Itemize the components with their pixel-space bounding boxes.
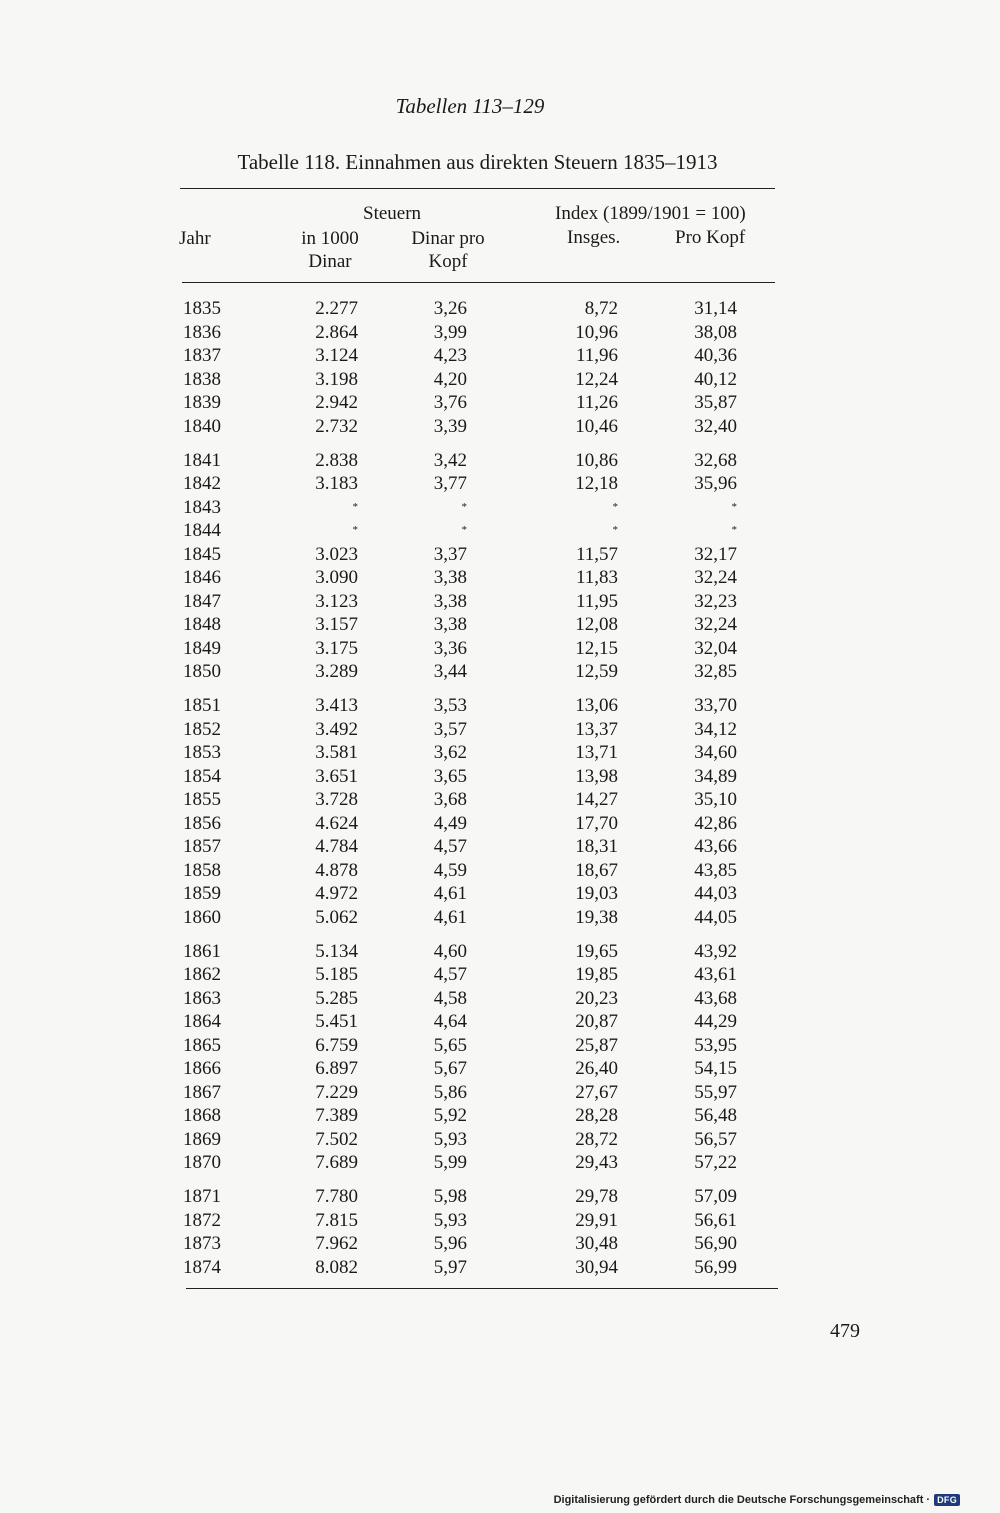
tax-cell: 7.780 (315, 1186, 358, 1207)
index-total-cell: 11,96 (575, 345, 618, 366)
index-per-capita-cell: 32,85 (694, 661, 737, 682)
tax-cell: 2.732 (315, 415, 358, 437)
index-per-capita-cell: * (731, 524, 737, 536)
tax-cell: * (352, 500, 358, 513)
index-total-cell: 19,65 (575, 940, 618, 962)
index-per-capita-cell: 55,97 (694, 1081, 737, 1103)
per-capita-cell: 3,68 (433, 789, 467, 810)
index-total-cell: 11,95 (575, 590, 618, 612)
year-cell: 1873 (183, 1233, 221, 1254)
per-capita-cell: 3,76 (433, 392, 467, 413)
tax-cell: 3.124 (315, 345, 358, 366)
per-capita-cell: 3,53 (433, 695, 467, 716)
year-cell: 1845 (183, 543, 221, 565)
per-capita-cell: 4,58 (433, 987, 467, 1009)
tax-cell: 3.175 (315, 637, 358, 659)
header-steuern: Steuern (363, 203, 422, 224)
year-cell: 1865 (183, 1034, 221, 1056)
index-total-cell: 20,87 (575, 1011, 618, 1032)
index-total-cell: 13,98 (575, 765, 618, 787)
header-index: Index (1899/1901 = 100) (555, 203, 746, 224)
tax-cell: 3.023 (315, 543, 358, 565)
index-per-capita-cell: 44,05 (694, 906, 737, 928)
year-cell: 1866 (183, 1058, 221, 1079)
footer-note (554, 1494, 960, 1506)
per-capita-cell: 4,61 (433, 906, 467, 928)
year-cell: 1864 (183, 1011, 221, 1032)
per-capita-cell: 3,38 (433, 567, 467, 588)
tax-cell: * (352, 524, 358, 536)
table-row (182, 694, 777, 718)
table-row (182, 859, 777, 883)
per-capita-cell: 5,86 (433, 1081, 467, 1103)
index-per-capita-cell: 32,17 (694, 543, 737, 565)
per-capita-cell: 3,36 (433, 637, 467, 659)
year-cell: 1854 (183, 765, 221, 787)
per-capita-cell: 5,93 (433, 1209, 467, 1231)
per-capita-cell: 5,67 (433, 1058, 467, 1079)
per-capita-cell: 4,57 (433, 964, 467, 985)
tax-cell: 7.689 (315, 1152, 358, 1173)
table-row (182, 1057, 777, 1081)
index-total-cell: 12,24 (575, 368, 618, 390)
year-cell: 1838 (183, 368, 221, 390)
index-total-cell: 18,67 (575, 859, 618, 881)
header-dinarpro-line1: Dinar pro (411, 228, 485, 249)
table-row (182, 718, 777, 742)
index-per-capita-cell: 57,22 (694, 1152, 737, 1173)
year-cell: 1847 (183, 590, 221, 612)
index-per-capita-cell: 32,40 (694, 415, 737, 437)
year-cell: 1840 (183, 415, 221, 437)
table-row (182, 1256, 777, 1280)
table-row (182, 472, 777, 496)
per-capita-cell: 4,60 (433, 940, 467, 962)
index-per-capita-cell: 32,23 (694, 590, 737, 612)
year-cell: 1870 (183, 1152, 221, 1173)
table-row (182, 1010, 777, 1034)
year-cell: 1874 (183, 1256, 221, 1278)
index-per-capita-cell: 44,03 (694, 883, 737, 904)
tax-cell: 4.878 (315, 859, 358, 881)
table-header-rule (182, 282, 775, 283)
table-row (182, 1151, 777, 1175)
per-capita-cell: 4,57 (433, 836, 467, 857)
tax-cell: 3.183 (315, 473, 358, 494)
index-per-capita-cell: 32,24 (694, 567, 737, 588)
table-row (182, 1104, 777, 1128)
per-capita-cell: 4,49 (433, 812, 467, 834)
index-total-cell: 19,85 (575, 964, 618, 985)
tax-cell: 4.784 (315, 836, 358, 857)
index-per-capita-cell: 33,70 (694, 695, 737, 716)
index-per-capita-cell: 35,96 (694, 473, 737, 494)
table-row (182, 496, 777, 520)
index-total-cell: 20,23 (575, 987, 618, 1009)
page-number: 479 (830, 1320, 860, 1342)
tax-cell: 5.134 (315, 940, 358, 962)
index-per-capita-cell: 32,24 (694, 614, 737, 635)
per-capita-cell: 3,44 (433, 661, 467, 682)
per-capita-cell: 4,64 (433, 1011, 467, 1032)
table-row (182, 765, 777, 789)
per-capita-cell: 4,59 (433, 859, 467, 881)
per-capita-cell: 3,38 (433, 614, 467, 635)
tax-cell: 5.185 (315, 964, 358, 985)
table-row (182, 637, 777, 661)
table-row (182, 566, 777, 590)
index-total-cell: 19,38 (575, 906, 618, 928)
index-per-capita-cell: 38,08 (694, 321, 737, 343)
index-per-capita-cell: 32,04 (694, 637, 737, 659)
tax-cell: 5.285 (315, 987, 358, 1009)
per-capita-cell: 4,61 (433, 883, 467, 904)
index-total-cell: 26,40 (575, 1058, 618, 1079)
table-row (182, 613, 777, 637)
tax-cell: 6.759 (315, 1034, 358, 1056)
index-total-cell: 18,31 (575, 836, 618, 857)
year-cell: 1861 (183, 940, 221, 962)
index-total-cell: 19,03 (575, 883, 618, 904)
index-per-capita-cell: 56,48 (694, 1105, 737, 1126)
per-capita-cell: * (461, 524, 467, 536)
tax-cell: 2.864 (315, 321, 358, 343)
year-cell: 1850 (183, 661, 221, 682)
header-in1000-line1: in 1000 (301, 228, 359, 249)
index-per-capita-cell: 40,12 (694, 368, 737, 390)
index-per-capita-cell: 56,99 (694, 1256, 737, 1278)
per-capita-cell: 3,39 (433, 415, 467, 437)
index-per-capita-cell: 34,12 (694, 718, 737, 740)
table-row (182, 882, 777, 906)
tax-cell: 7.502 (315, 1128, 358, 1150)
index-total-cell: 28,72 (575, 1128, 618, 1150)
index-per-capita-cell: 34,60 (694, 742, 737, 763)
year-cell: 1862 (183, 964, 221, 985)
index-per-capita-cell: 53,95 (694, 1034, 737, 1056)
index-total-cell: 30,48 (575, 1233, 618, 1254)
index-total-cell: 11,57 (575, 543, 618, 565)
index-total-cell: 12,59 (575, 661, 618, 682)
header-insges: Insges. (567, 227, 621, 248)
index-per-capita-cell: 35,10 (694, 789, 737, 810)
year-cell: 1871 (183, 1186, 221, 1207)
tax-cell: 3.090 (315, 567, 358, 588)
year-cell: 1856 (183, 812, 221, 834)
year-cell: 1868 (183, 1105, 221, 1126)
index-per-capita-cell: 43,92 (694, 940, 737, 962)
table-row (182, 660, 777, 684)
per-capita-cell: 3,57 (433, 718, 467, 740)
table-bottom-rule (186, 1288, 778, 1289)
index-total-cell: 25,87 (575, 1034, 618, 1056)
year-cell: 1839 (183, 392, 221, 413)
header-prokopf: Pro Kopf (675, 227, 746, 248)
table-row (182, 1128, 777, 1152)
index-per-capita-cell: 35,87 (694, 392, 737, 413)
table-row (182, 940, 777, 964)
year-cell: 1846 (183, 567, 221, 588)
index-per-capita-cell: 56,90 (694, 1233, 737, 1254)
tax-cell: 4.624 (315, 812, 358, 834)
table-row (182, 415, 777, 439)
tax-cell: 3.581 (315, 742, 358, 763)
year-cell: 1858 (183, 859, 221, 881)
table-row (182, 519, 777, 543)
table-row (182, 1034, 777, 1058)
index-per-capita-cell: 44,29 (694, 1011, 737, 1032)
per-capita-cell: 3,37 (433, 543, 467, 565)
per-capita-cell: 5,96 (433, 1233, 467, 1254)
tax-cell: 4.972 (315, 883, 358, 904)
index-total-cell: 17,70 (575, 812, 618, 834)
year-cell: 1857 (183, 836, 221, 857)
tax-cell: 3.492 (315, 718, 358, 740)
table-body (182, 297, 777, 1279)
index-total-cell: 29,91 (575, 1209, 618, 1231)
index-total-cell: 8,72 (584, 298, 618, 319)
year-cell: 1872 (183, 1209, 221, 1231)
index-per-capita-cell: 43,66 (694, 836, 737, 857)
table-row (182, 963, 777, 987)
index-total-cell: 13,37 (575, 718, 618, 740)
index-total-cell: 12,15 (575, 637, 618, 659)
per-capita-cell: 3,99 (433, 321, 467, 343)
tax-cell: 3.289 (315, 661, 358, 682)
tax-cell: 6.897 (315, 1058, 358, 1079)
per-capita-cell: 5,65 (433, 1034, 467, 1056)
table-row (182, 344, 777, 368)
table-top-rule (180, 188, 775, 189)
header-dinarpro-line2: Kopf (428, 251, 468, 272)
per-capita-cell: 4,20 (433, 368, 467, 390)
per-capita-cell: * (461, 500, 467, 513)
per-capita-cell: 3,42 (433, 449, 467, 471)
per-capita-cell: 3,77 (433, 473, 467, 494)
table-row (182, 741, 777, 765)
per-capita-cell: 3,26 (433, 298, 467, 319)
index-per-capita-cell: 40,36 (694, 345, 737, 366)
tax-cell: 3.157 (315, 614, 358, 635)
tax-cell: 3.123 (315, 590, 358, 612)
year-cell: 1836 (183, 321, 221, 343)
year-cell: 1859 (183, 883, 221, 904)
year-cell: 1837 (183, 345, 221, 366)
table-row (182, 321, 777, 345)
per-capita-cell: 4,23 (433, 345, 467, 366)
index-per-capita-cell: 43,85 (694, 859, 737, 881)
table-title: Tabelle 118. Einnahmen aus direkten Steuern 1835–1913 (237, 150, 718, 174)
tax-cell: 3.413 (315, 695, 358, 716)
index-total-cell: 10,86 (575, 449, 618, 471)
index-per-capita-cell: 56,61 (694, 1209, 737, 1231)
index-total-cell: 29,43 (575, 1152, 618, 1173)
year-cell: 1851 (183, 695, 221, 716)
tax-cell: 5.062 (315, 906, 358, 928)
index-per-capita-cell: 42,86 (694, 812, 737, 834)
index-per-capita-cell: 56,57 (694, 1128, 737, 1150)
year-cell: 1852 (183, 718, 221, 740)
header-jahr: Jahr (179, 228, 211, 249)
footer-text: Digitalisierung gefördert durch die Deutsche Forschungsgemeinschaft · (553, 1494, 931, 1506)
tax-cell: 2.942 (315, 392, 358, 413)
per-capita-cell: 3,38 (433, 590, 467, 612)
table-row (182, 297, 777, 321)
index-per-capita-cell: 43,68 (694, 987, 737, 1009)
index-total-cell: 10,46 (575, 415, 618, 437)
index-total-cell: 28,28 (575, 1105, 618, 1126)
year-cell: 1863 (183, 987, 221, 1009)
table-row (182, 788, 777, 812)
table-row (182, 449, 777, 473)
index-total-cell: 13,06 (575, 695, 618, 716)
year-cell: 1835 (183, 298, 221, 319)
index-per-capita-cell: 54,15 (694, 1058, 737, 1079)
index-total-cell: 11,83 (575, 567, 618, 588)
year-cell: 1841 (183, 449, 221, 471)
index-per-capita-cell: 57,09 (694, 1186, 737, 1207)
table-row (182, 1209, 777, 1233)
table-row (182, 1232, 777, 1256)
table-row (182, 1185, 777, 1209)
year-cell: 1843 (183, 496, 221, 518)
per-capita-cell: 5,97 (433, 1256, 467, 1278)
index-per-capita-cell: * (731, 500, 737, 513)
per-capita-cell: 3,62 (433, 742, 467, 763)
tax-cell: 2.838 (315, 449, 358, 471)
index-total-cell: 30,94 (575, 1256, 618, 1278)
year-cell: 1844 (183, 520, 221, 541)
tax-cell: 8.082 (315, 1256, 358, 1278)
tax-cell: 7.815 (315, 1209, 358, 1231)
table-row (182, 590, 777, 614)
per-capita-cell: 5,98 (433, 1186, 467, 1207)
table-row (182, 1081, 777, 1105)
tax-cell: 7.229 (315, 1081, 358, 1103)
year-cell: 1860 (183, 906, 221, 928)
year-cell: 1849 (183, 637, 221, 659)
table-row (182, 812, 777, 836)
per-capita-cell: 3,65 (433, 765, 467, 787)
index-total-cell: 12,08 (575, 614, 618, 635)
tax-cell: 7.389 (315, 1105, 358, 1126)
per-capita-cell: 5,92 (433, 1105, 467, 1126)
table-row (182, 987, 777, 1011)
year-cell: 1853 (183, 742, 221, 763)
table-row (182, 368, 777, 392)
dfg-logo: DFG (934, 1494, 960, 1506)
header-in1000-line2: Dinar (308, 251, 352, 272)
index-total-cell: 12,18 (575, 473, 618, 494)
index-total-cell: 10,96 (575, 321, 618, 343)
tax-cell: 3.728 (315, 789, 358, 810)
index-per-capita-cell: 43,61 (694, 964, 737, 985)
year-cell: 1869 (183, 1128, 221, 1150)
running-head: Tabellen 113–129 (395, 94, 545, 118)
index-per-capita-cell: 32,68 (694, 449, 737, 471)
table-row (182, 835, 777, 859)
index-per-capita-cell: 31,14 (694, 298, 737, 319)
index-total-cell: 27,67 (575, 1081, 618, 1103)
index-total-cell: 13,71 (575, 742, 618, 763)
table-row (182, 906, 777, 930)
tax-cell: 3.651 (315, 765, 358, 787)
year-cell: 1842 (183, 473, 221, 494)
index-per-capita-cell: 34,89 (694, 765, 737, 787)
tax-cell: 2.277 (315, 298, 358, 319)
per-capita-cell: 5,99 (433, 1152, 467, 1173)
year-cell: 1848 (183, 614, 221, 635)
index-total-cell: 29,78 (575, 1186, 618, 1207)
index-total-cell: * (612, 524, 618, 536)
tax-cell: 3.198 (315, 368, 358, 390)
index-total-cell: 14,27 (575, 789, 618, 810)
index-total-cell: * (612, 500, 618, 513)
year-cell: 1867 (183, 1081, 221, 1103)
year-cell: 1855 (183, 789, 221, 810)
index-total-cell: 11,26 (575, 392, 618, 413)
tax-cell: 5.451 (315, 1011, 358, 1032)
table-row (182, 391, 777, 415)
per-capita-cell: 5,93 (433, 1128, 467, 1150)
table-row (182, 543, 777, 567)
tax-cell: 7.962 (315, 1233, 358, 1254)
